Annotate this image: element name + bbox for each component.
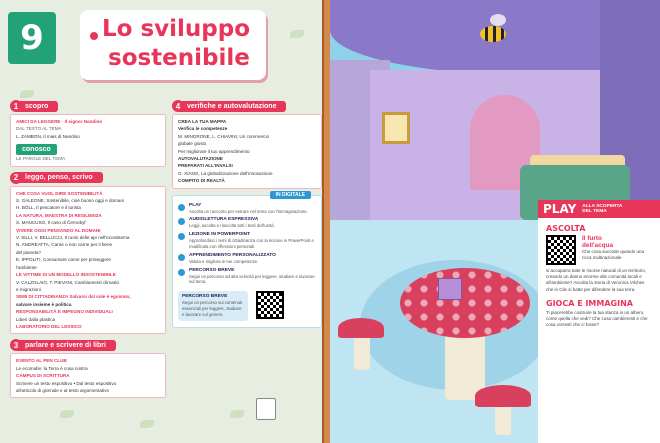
leaf-decoration (230, 410, 244, 418)
toc-line[interactable]: AMICI DA LEGGERE · Il signor Nandino (16, 119, 103, 124)
mushroom-stool (338, 318, 384, 338)
toc-line[interactable]: SEMI DI CITTADINANZA Salvarsi dal sole è egoismo, (16, 294, 131, 300)
digital-item-apprendimento[interactable] (178, 253, 316, 265)
presentation-icon (178, 233, 185, 240)
toc-line[interactable]: LABORATORIO DEL LESSICO (16, 323, 82, 329)
play-icon (178, 204, 185, 211)
route-icon (178, 269, 185, 276)
bee-illustration (480, 26, 506, 42)
toc-line[interactable]: PREPARATI ALL'INVALSI (178, 163, 233, 169)
toc-line[interactable]: e migrazioni (16, 286, 41, 292)
toc-line: CHE COSA VUOL DIRE SOSTENIBILITÀ (16, 190, 103, 196)
section-number: 4 (172, 100, 184, 112)
qr-code[interactable] (256, 291, 284, 319)
toc-line[interactable]: Verifica le competenze (178, 126, 228, 132)
gioca-heading: GIOCA E IMMAGINA (546, 298, 633, 308)
digital-header: IN DIGITALE (270, 191, 311, 199)
toc-line[interactable]: Le ecomafie: la Terra è cosa nostra (16, 365, 88, 371)
section-number: 2 (10, 172, 22, 184)
section-verifiche (172, 114, 322, 189)
toc-line[interactable]: Scrivere un testo espositivo • Dal testo espositivo (16, 380, 117, 386)
section-label: parlare e scrivere di libri (17, 340, 116, 351)
percorso-title: PERCORSO BREVE (182, 294, 228, 300)
leaf-decoration (290, 30, 304, 38)
chapter-title-line2: sostenibile (108, 45, 250, 71)
toc-line[interactable]: H. BÖLL, Il pescatore e il turista (16, 205, 81, 211)
percorso-desc: Segui un percorso sui contenuti essenziali per leggere, studiare e lavorare sul genere. (182, 300, 243, 317)
story-title-line1: Il furto (582, 235, 602, 242)
toc-line: CAMPUS DI SCRITTURA (16, 373, 70, 379)
ascolta-row (538, 235, 660, 265)
toc-line[interactable]: COMPITO DI REALTÀ (178, 178, 225, 184)
toc-line: RESPONSABILITÀ E IMPEGNO INDIVIDUALI (16, 309, 113, 315)
play-header (538, 200, 660, 218)
toc-line[interactable]: E. IPPOLITI, Consumare carne per proteggere (16, 257, 111, 263)
story-title-line2: dell'acqua (582, 242, 613, 249)
left-page (0, 0, 328, 443)
section-scopro-head (10, 100, 166, 112)
section-leggo-head (10, 172, 166, 184)
headphones-icon (178, 218, 185, 225)
play-subtitle-line1: ALLA SCOPERTA (582, 203, 623, 209)
toc-line[interactable]: S. GALEONE, Sostenibile, cioè buono oggi e domani (16, 198, 125, 204)
chapter-title-line1: Lo sviluppo (102, 16, 251, 42)
section-number: 3 (10, 339, 22, 351)
digital-item-audio[interactable] (178, 217, 316, 229)
gioca-text: Ti piacerebbe costruire la tua stanza in un albero, come quella che vedi? Che cosa cambieresti e che cosa vorresti che ci fosse? (546, 309, 648, 328)
toc-line[interactable]: del pianeta? (16, 249, 42, 255)
toc-line[interactable]: LE PAROLE DEL TEMA (16, 156, 66, 162)
bee-wing (490, 14, 506, 26)
chapter-title (102, 15, 262, 73)
digital-item-title: PERCORSO BREVE (189, 267, 235, 273)
digital-item-desc: Leggi, ascolta e riascolta tutti i testi dell'unità. (189, 223, 275, 229)
play-word: PLAY (543, 202, 577, 216)
section-parlare (10, 353, 166, 398)
digital-item-play[interactable] (178, 203, 316, 215)
title-dot (90, 32, 98, 40)
percorso-breve-box (178, 291, 316, 320)
toc-line[interactable]: V. SILLI, V. BELLUCCI, Il ruolo delle api nell'ecosistema (16, 235, 130, 241)
story-text: si accaparra tutte le risorse naturali di un territorio, creando un danno enorme alle comunità locali e all'ambiente? Ascolta la storia di Veronica Vilches che in Cile si batte per difendere la sua terra. (546, 268, 647, 292)
toc-line: LA NATURA, MAESTRA DI RESILIENZA (16, 212, 102, 218)
toc-line[interactable]: L. ZAMBON, Il mais di Nandino (16, 133, 80, 139)
leaf-decoration (20, 90, 34, 98)
gift-box (438, 278, 462, 300)
toc-line[interactable]: M. MINGRONE, L. CHIAVINI, Un commercio (178, 133, 270, 139)
toc-line[interactable]: N. ANDREATTA, Carne o non carne per il bene (16, 242, 113, 248)
toc-line[interactable]: CREA LA TUA MAPPA (178, 119, 227, 124)
toc-line: DAL TESTO AL TEMA (16, 126, 62, 132)
section-parlare-head (10, 339, 166, 351)
percorso-breve-text (178, 291, 248, 320)
digital-item-desc: Approfondisci i temi di cittadinanza con la lezione in PowerPoint e modificala con riflessioni personali. (189, 238, 314, 250)
toc-column-left (10, 100, 166, 398)
toc-line: VIVERE OGGI PENSANDO AL DOMANI (16, 227, 101, 233)
toc-column-right (172, 100, 322, 328)
play-subtitle (582, 204, 622, 215)
toc-line[interactable]: salvare insieme è politica (16, 301, 72, 307)
toc-line[interactable]: S. MANCUSO, Il caso di Černobyl' (16, 220, 87, 226)
digital-item-title: AUDIOLETTURA ESPRESSIVA (189, 217, 259, 223)
digital-item-powerpoint[interactable] (178, 232, 316, 250)
digital-box (172, 191, 322, 328)
section-label: verifiche e autovalutazione (179, 101, 286, 112)
toc-line[interactable]: G. XIANG, La globalizzazione dell'innovazione (178, 170, 273, 176)
digital-item-title: LEZIONE IN POWERPOINT (189, 232, 251, 238)
chapter-number: 9 (8, 12, 56, 64)
toc-line[interactable]: l'ambiente (16, 264, 37, 270)
gnome-portrait (382, 112, 410, 144)
chapter-title-box (80, 10, 266, 80)
section-number: 1 (10, 100, 22, 112)
section-label: scopro (17, 101, 58, 112)
section-verifiche-head (172, 100, 322, 112)
section-conosco-head (16, 143, 160, 155)
play-subtitle-line2: DEL TEMA (582, 209, 607, 214)
toc-line[interactable]: AUTOVALUTAZIONE (178, 156, 223, 162)
leaf-decoration (60, 410, 74, 418)
play-panel (538, 200, 660, 443)
target-icon (178, 254, 185, 261)
digital-item-title: APPRENDIMENTO PERSONALIZZATO (189, 252, 276, 258)
ascolta-heading: ASCOLTA (546, 224, 586, 233)
section-scopro (10, 114, 166, 167)
section-label: leggo, penso, scrivo (17, 172, 103, 183)
story-desc: Che cosa succede quando una ricca multinazionale (582, 249, 645, 260)
toc-line[interactable]: Per migliorare il tuo apprendimento (178, 148, 250, 154)
toc-line: LE VITTIME DI UN MODELLO INSOSTENIBILE (16, 272, 116, 278)
toc-line[interactable]: V. CALZOLAIO, T. PIEVANI, Cambiamenti climatici (16, 279, 120, 285)
qr-code[interactable] (546, 235, 576, 265)
section-leggo (10, 186, 166, 335)
section-label: conosco (16, 144, 57, 155)
leaf-decoration (140, 420, 154, 428)
mushroom-stool (475, 385, 531, 407)
toc-line[interactable]: all'articolo di giornale e al testo argomentativo (16, 387, 110, 393)
toc-line[interactable]: globale giusto (178, 141, 207, 147)
digital-item-desc: Valuta e migliora le tue competenze. (189, 258, 259, 264)
toc-line: EVENTO AL PEN CLUB (16, 358, 67, 364)
digital-item-title: PLAY (189, 202, 202, 208)
digital-item-desc: Segui un percorso ad alta velocità per leggere, studiare e lavorare sul tema. (189, 273, 315, 285)
toc-line[interactable]: Liberi dalla plastica (16, 316, 56, 322)
book-icon (256, 398, 276, 420)
digital-item-desc: Ascolta un racconto per entrare nel tema con l'immaginazione. (189, 208, 308, 214)
digital-item-percorso[interactable] (178, 268, 316, 286)
table-dots (400, 268, 530, 338)
